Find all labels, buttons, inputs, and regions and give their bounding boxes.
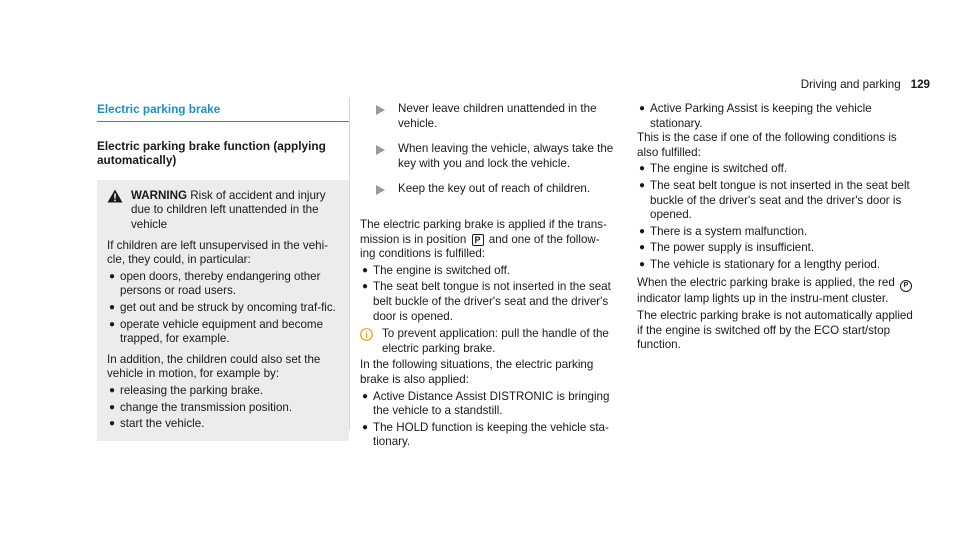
list-item: ● The vehicle is stationary for a lengthy period. bbox=[639, 257, 881, 271]
step-item: Never leave children unattended in the vehicle. bbox=[360, 102, 614, 131]
step-arrow-icon bbox=[376, 185, 390, 200]
list-item: ● start the vehicle. bbox=[109, 417, 205, 431]
column-1 bbox=[97, 102, 349, 441]
subheading: Electric parking brake function (applying automatically) bbox=[97, 138, 326, 168]
paragraph: In the following situations, the electric parking brake is also applied: bbox=[360, 358, 594, 386]
column-divider bbox=[349, 98, 350, 430]
paragraph: The electric parking brake is not automatically applied if the engine is switched off by the ECO start/stop function. bbox=[637, 309, 913, 352]
situation-list-cont bbox=[637, 102, 919, 131]
warning-text bbox=[131, 189, 339, 233]
parking-brake-lamp-icon: P bbox=[900, 280, 912, 292]
park-position-symbol: P bbox=[472, 234, 484, 246]
column-3 bbox=[637, 102, 919, 353]
warning-label: WARNING bbox=[131, 188, 188, 202]
list-item: ● The engine is switched off. bbox=[362, 263, 511, 277]
warning-box bbox=[97, 180, 349, 441]
warning-intro: If children are left unsupervised in the vehi-cle, they could, in particular: bbox=[107, 238, 329, 267]
warning-body: Risk of accident and injury due to children left unattended in the vehicle bbox=[131, 188, 326, 231]
paragraph: When the electric parking brake is applied, the red P indicator lamp lights up in the instru-ment cluster. bbox=[637, 276, 919, 307]
condition-list-2 bbox=[637, 162, 919, 272]
list-item: ● get out and be struck by oncoming traf-fic. bbox=[109, 300, 336, 314]
condition-list bbox=[360, 264, 614, 324]
page-number: 129 bbox=[910, 78, 930, 91]
list-item: ● Active Parking Assist is keeping the vehicle stationary. bbox=[639, 102, 872, 130]
warning-intro-2: In addition, the children could also set the vehicle in motion, for example by: bbox=[107, 352, 321, 381]
note: To prevent application: pull the handle of the electric parking brake. bbox=[360, 327, 614, 356]
list-item: ● The seat belt tongue is not inserted in the seat belt buckle of the driver's seat and the driver's door is opened. bbox=[639, 178, 910, 222]
list-item: ● The HOLD function is keeping the vehicle sta-tionary. bbox=[362, 420, 609, 449]
info-icon bbox=[360, 328, 374, 346]
list-item: ● operate vehicle equipment and become trapped, for example. bbox=[109, 317, 324, 346]
paragraph: The electric parking brake is applied if the trans-mission is in position P and one of the follow-ing conditions is fulfilled: bbox=[360, 217, 607, 261]
step-item: When leaving the vehicle, always take the key with you and lock the vehicle. bbox=[360, 142, 614, 171]
page-header bbox=[801, 78, 930, 93]
step-arrow-icon bbox=[376, 145, 390, 160]
list-item: ● change the transmission position. bbox=[109, 400, 293, 414]
step-arrow-icon bbox=[376, 105, 390, 120]
list-item: ● open doors, thereby endangering other persons or road users. bbox=[109, 269, 321, 298]
warning-list-2 bbox=[107, 384, 339, 432]
paragraph: This is the case if one of the following conditions is also fulfilled: bbox=[637, 131, 897, 159]
situation-list bbox=[360, 390, 614, 450]
list-item: ● The engine is switched off. bbox=[639, 162, 788, 176]
list-item: ● releasing the parking brake. bbox=[109, 383, 264, 397]
list-item: ● Active Distance Assist DISTRONIC is bringing the vehicle to a standstill. bbox=[362, 389, 610, 418]
list-item: ● The seat belt tongue is not inserted in the seat belt buckle of the driver's seat and the driver's door is opened. bbox=[362, 280, 611, 323]
section-title: Electric parking brake bbox=[97, 102, 349, 122]
column-2 bbox=[360, 102, 614, 450]
header-section: Driving and parking bbox=[800, 78, 901, 91]
list-item: ● There is a system malfunction. bbox=[639, 224, 808, 238]
step-item: Keep the key out of reach of children. bbox=[360, 182, 614, 200]
warning-list-1 bbox=[107, 270, 339, 347]
list-item: ● The power supply is insufficient. bbox=[639, 241, 815, 255]
warning-triangle-icon bbox=[107, 189, 125, 208]
